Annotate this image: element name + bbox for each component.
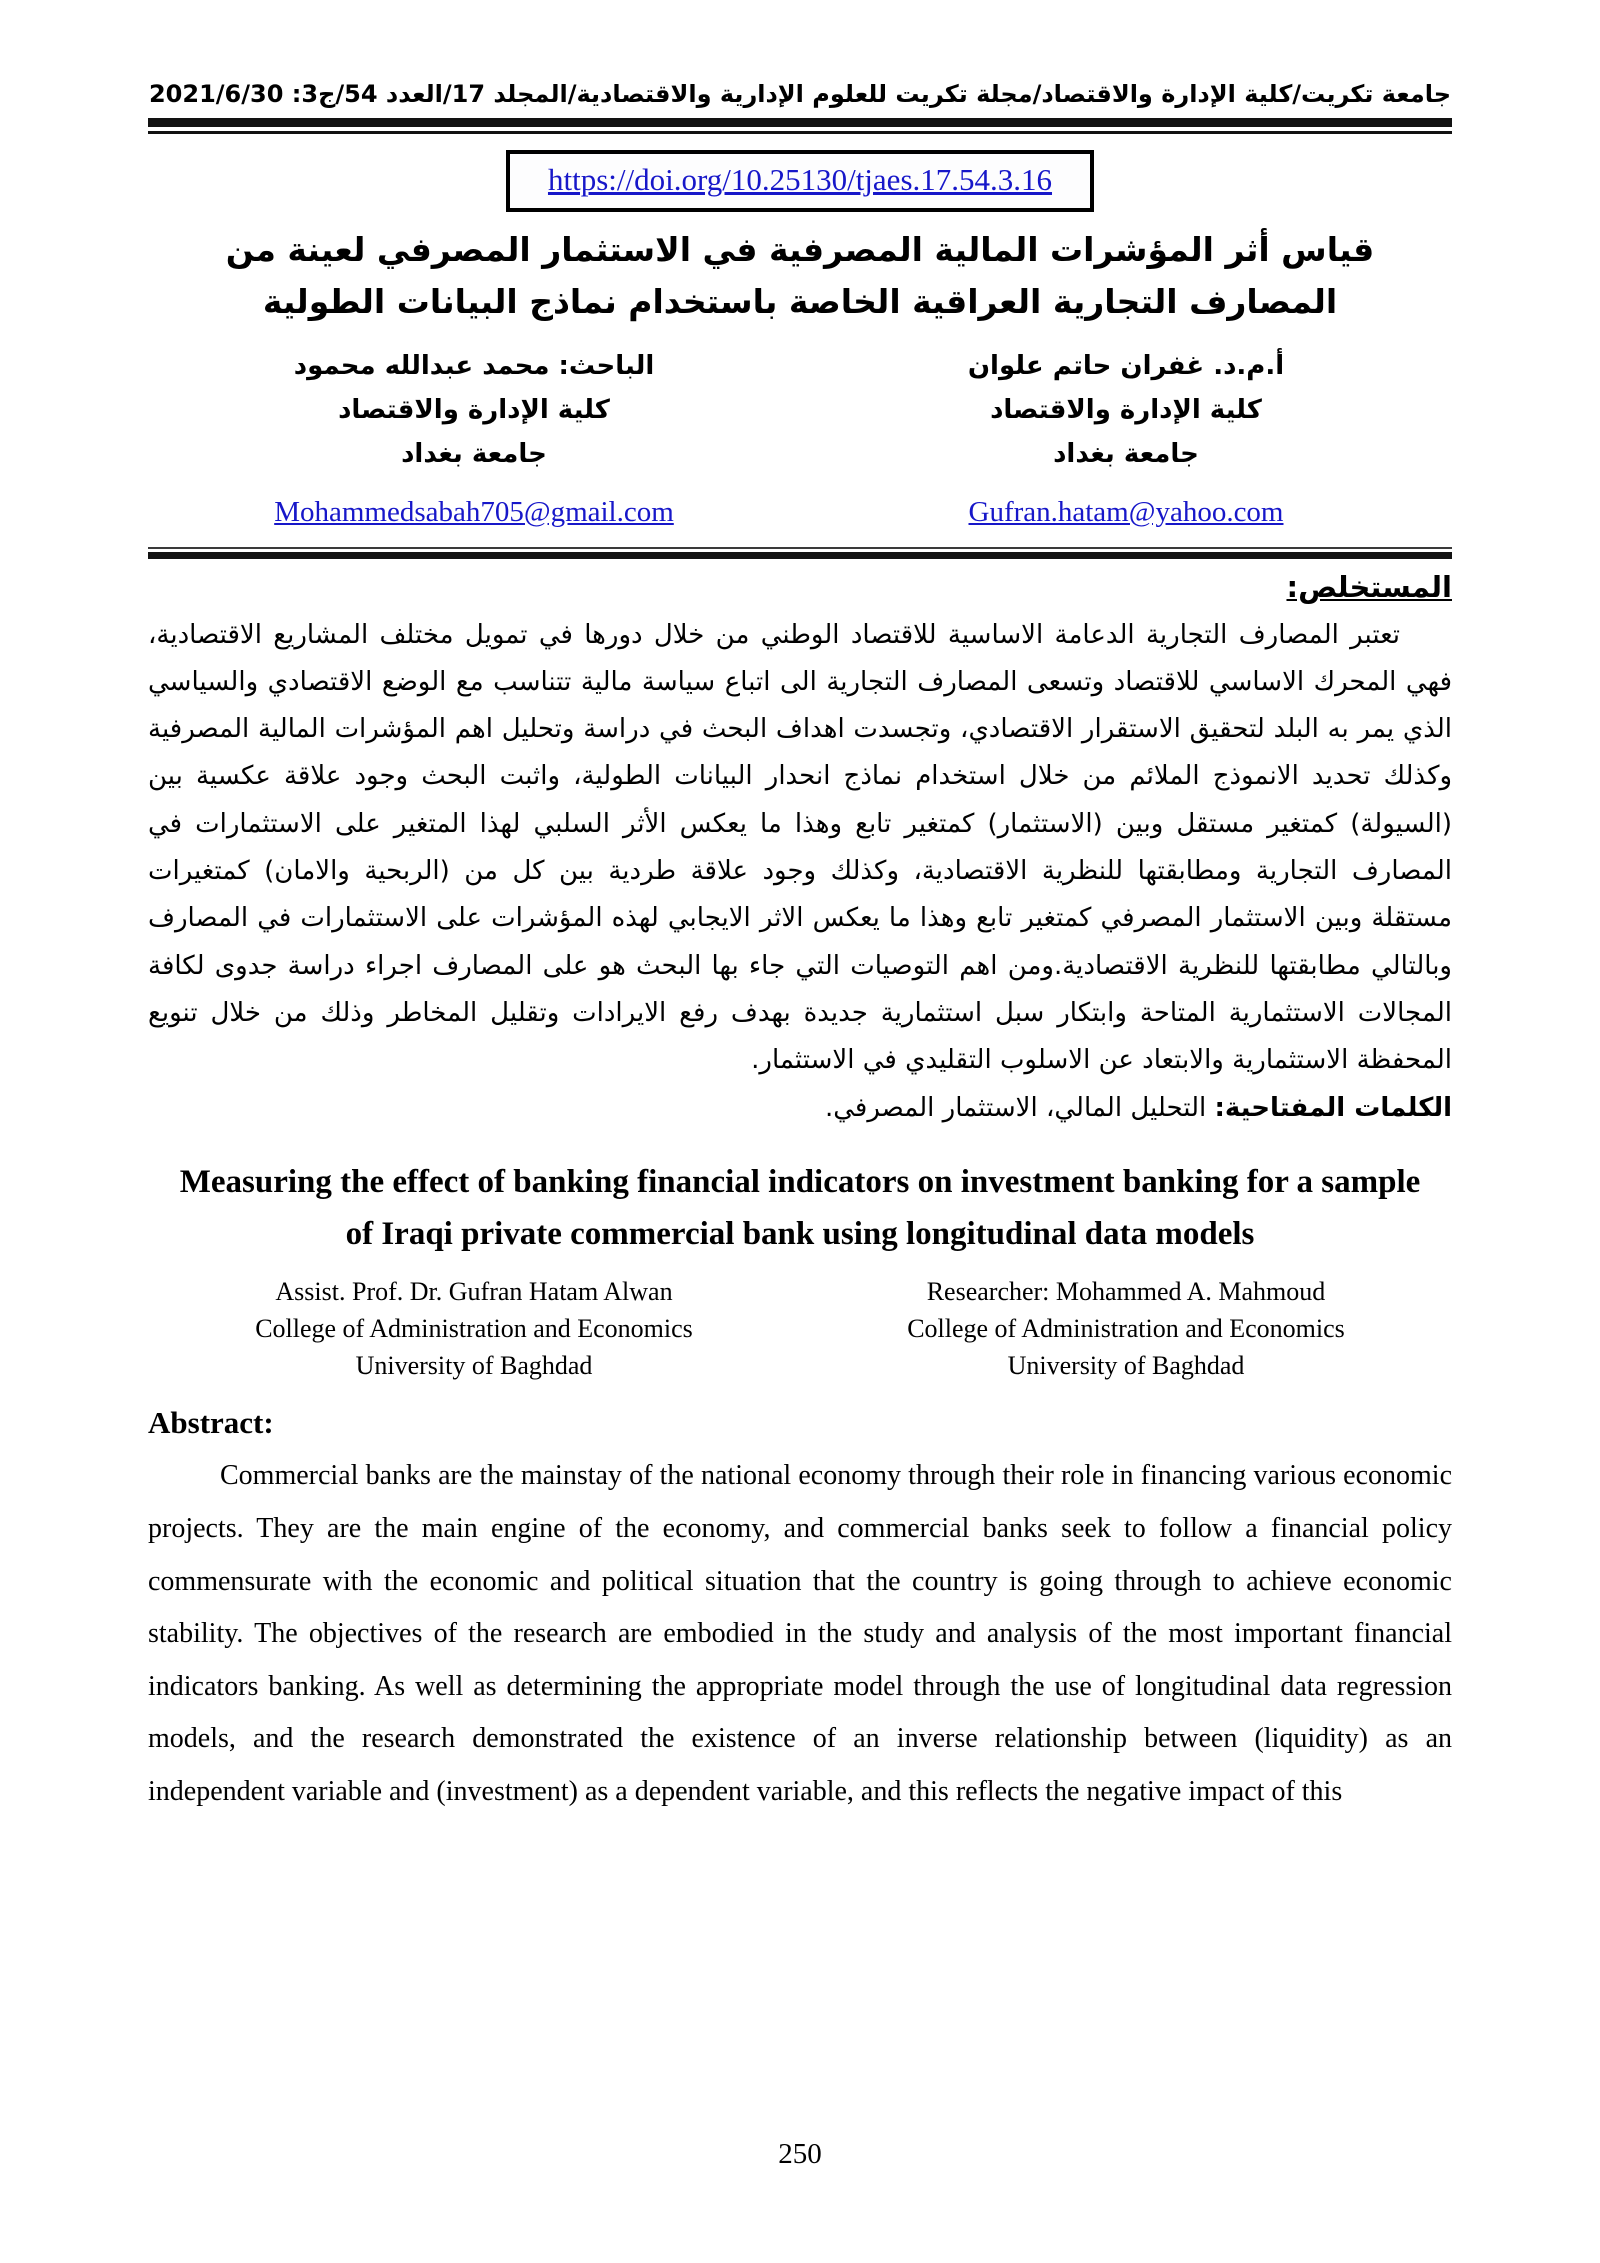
abstract-separator — [148, 547, 1452, 559]
author-university: جامعة بغداد — [401, 438, 547, 469]
keywords-text: التحليل المالي، الاستثمار المصرفي. — [824, 1092, 1215, 1123]
english-authors-block — [148, 1274, 1452, 1385]
english-title: Measuring the effect of banking financial indicators on investment banking for a sample of Iraqi private commercial bank using longitudinal data models — [179, 1163, 1421, 1253]
author-university: جامعة بغداد — [1053, 438, 1199, 469]
journal-header-line: جامعة تكريت/كلية الإدارة والاقتصاد/مجلة تكريت للعلوم الإدارية والاقتصادية/المجلد 17/العدد 54/ج3: 2021/6/30 — [148, 80, 1451, 108]
author-name: Researcher: Mohammed A. Mahmoud — [926, 1277, 1326, 1307]
header-separator — [148, 118, 1452, 134]
author-college: College of Administration and Economics — [255, 1314, 693, 1344]
author-name: Assist. Prof. Dr. Gufran Hatam Alwan — [275, 1277, 673, 1307]
english-abstract-text: Commercial banks are the mainstay of the national economy through their role in financing various economic projects. They are the main engine of the economy, and commercial banks seek to follow a financial policy commensurate with the economic and political situation that the country is going through to achieve economic stability. The objectives of the research are embodied in the study and analysis of the most important financial indicators banking. As well as determining the appropriate model through the use of longitudinal data regression models, and the research demonstrated the existence of an inverse relationship between (liquidity) as an independent variable and (investment) as a dependent variable, and this reflects the negative impact of this — [148, 1460, 1452, 1808]
arabic-title: قياس أثر المؤشرات المالية المصرفية في الاستثمار المصرفي لعينة من المصارف التجارية العراقية الخاصة باستخدام نماذج البيانات الطولية — [225, 229, 1375, 322]
page-number: 250 — [778, 2138, 822, 2170]
doi-link[interactable]: https://doi.org/10.25130/tjaes.17.54.3.16 — [547, 161, 1053, 197]
keywords-label: الكلمات المفتاحية: — [1214, 1092, 1452, 1123]
arabic-keywords-line — [148, 1085, 1452, 1132]
author-college: كلية الإدارة والاقتصاد — [338, 394, 610, 425]
arabic-author-primary — [800, 345, 1452, 537]
author-email-link[interactable]: Gufran.hatam@yahoo.com — [968, 496, 1284, 529]
doi-box — [506, 150, 1094, 212]
arabic-abstract-heading: المستخلص: — [1286, 569, 1452, 604]
author-university: University of Baghdad — [1007, 1351, 1245, 1381]
author-email-link[interactable]: Mohammedsabah705@gmail.com — [274, 496, 674, 529]
english-abstract-heading: Abstract: — [148, 1404, 274, 1440]
english-author-primary — [148, 1274, 800, 1385]
english-author-researcher — [800, 1274, 1452, 1385]
doi-row — [148, 150, 1452, 212]
author-name: أ.م.د. غفران حاتم علوان — [967, 351, 1285, 382]
arabic-author-researcher — [148, 345, 800, 537]
author-college: College of Administration and Economics — [907, 1314, 1345, 1344]
arabic-abstract-text: تعتبر المصارف التجارية الدعامة الاساسية للاقتصاد الوطني من خلال دورها في تمويل مختلف المشاريع الاقتصادية، فهي المحرك الاساسي للاقتصاد وتسعى المصارف التجارية الى اتباع سياسة مالية تتناسب مع الوضع الاقتصادي والسياسي الذي يمر به البلد لتحقيق الاستقرار الاقتصادي، وتجسدت اهداف البحث في دراسة وتحليل اهم المؤشرات المالية المصرفية وكذلك تحديد الانموذج الملائم من خلال استخدام نماذج انحدار البيانات الطولية، واثبت البحث وجود علاقة عكسية بين (السيولة) كمتغير مستقل وبين (الاستثمار) كمتغير تابع وهذا ما يعكس الأثر السلبي لهذا المتغير على الاستثمارات في المصارف التجارية ومطابقتها للنظرية الاقتصادية، وكذلك وجود علاقة طردية بين كل من (الربحية والامان) كمتغيرات مستقلة وبين الاستثمار المصرفي كمتغير تابع وهذا ما يعكس الاثر الايجابي لهذه المؤشرات على الاستثمارات في المصارف وبالتالي مطابقتها للنظرية الاقتصادية.ومن اهم التوصيات التي جاء بها البحث هو على المصارف اجراء دراسة جدوى لكافة المجالات الاستثمارية المتاحة وابتكار سبل استثمارية جديدة بهدف رفع الايرادات وتقليل المخاطر وذلك من خلال تنويع المحفظة الاستثمارية والابتعاد عن الاسلوب التقليدي في الاستثمار. — [148, 619, 1452, 1076]
author-university: University of Baghdad — [355, 1351, 593, 1381]
author-name: الباحث: محمد عبدالله محمود — [293, 351, 655, 382]
author-college: كلية الإدارة والاقتصاد — [990, 394, 1262, 425]
arabic-authors-block — [148, 345, 1452, 537]
